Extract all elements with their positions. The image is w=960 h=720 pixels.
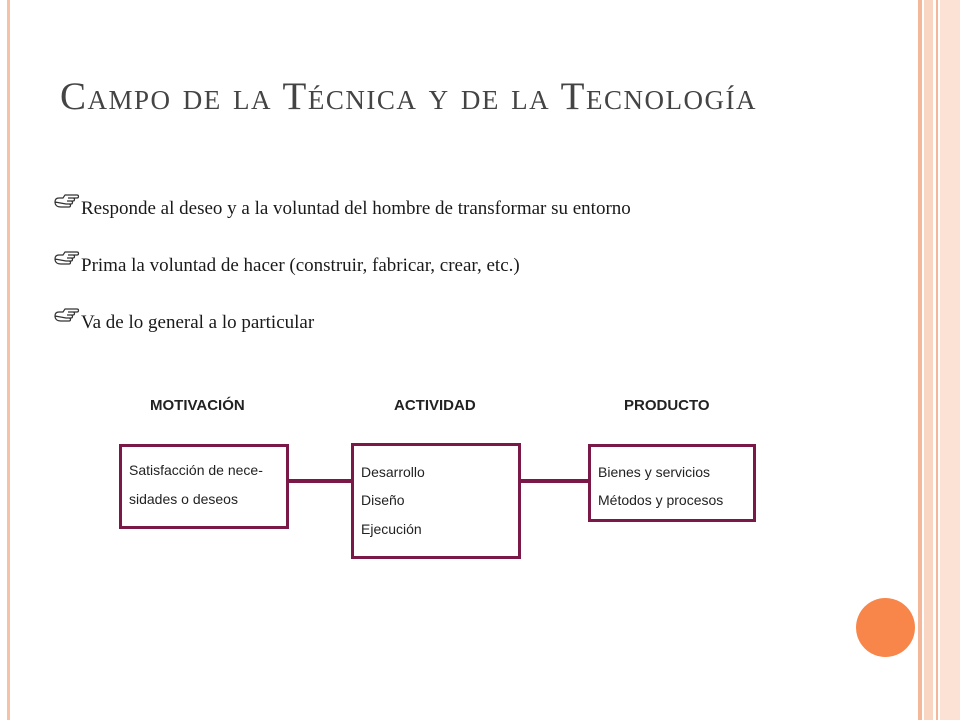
actividad-box [351,443,521,559]
bullet-list [53,192,631,363]
box-text-line: Métodos y procesos [598,492,724,508]
actividad-heading: ACTIVIDAD [394,397,476,414]
box-text-line: Ejecución [361,521,422,537]
right-decor-band [936,0,938,720]
producto-box [588,444,756,522]
bullet-item [53,192,631,249]
orange-circle-decoration [856,598,915,657]
connector-line [519,479,590,483]
bullet-item [53,306,631,363]
pointing-hand-icon [53,189,81,213]
slide-title: Campo de la Técnica y de la Tecnología [60,75,757,118]
right-decor-band [924,0,933,720]
right-decor-band [918,0,922,720]
motivacion-box [119,444,289,529]
box-text-line: Diseño [361,492,405,508]
right-decor-band [940,0,960,720]
producto-heading: PRODUCTO [624,397,710,414]
box-text-line: sidades o deseos [129,491,238,507]
connector-line [287,479,353,483]
box-text-line: Desarrollo [361,464,425,480]
bullet-text: Prima la voluntad de hacer (construir, fabricar, crear, etc.) [81,255,520,276]
pointing-hand-icon [53,246,81,270]
motivacion-heading: MOTIVACIÓN [150,397,245,414]
pointing-hand-icon [53,303,81,327]
box-text-line: Satisfacción de nece- [129,462,263,478]
box-text-line: Bienes y servicios [598,464,711,480]
bullet-item [53,249,631,306]
bullet-text: Responde al deseo y a la voluntad del hombre de transformar su entorno [81,198,631,219]
left-border-line [7,0,10,720]
bullet-text: Va de lo general a lo particular [81,312,315,333]
